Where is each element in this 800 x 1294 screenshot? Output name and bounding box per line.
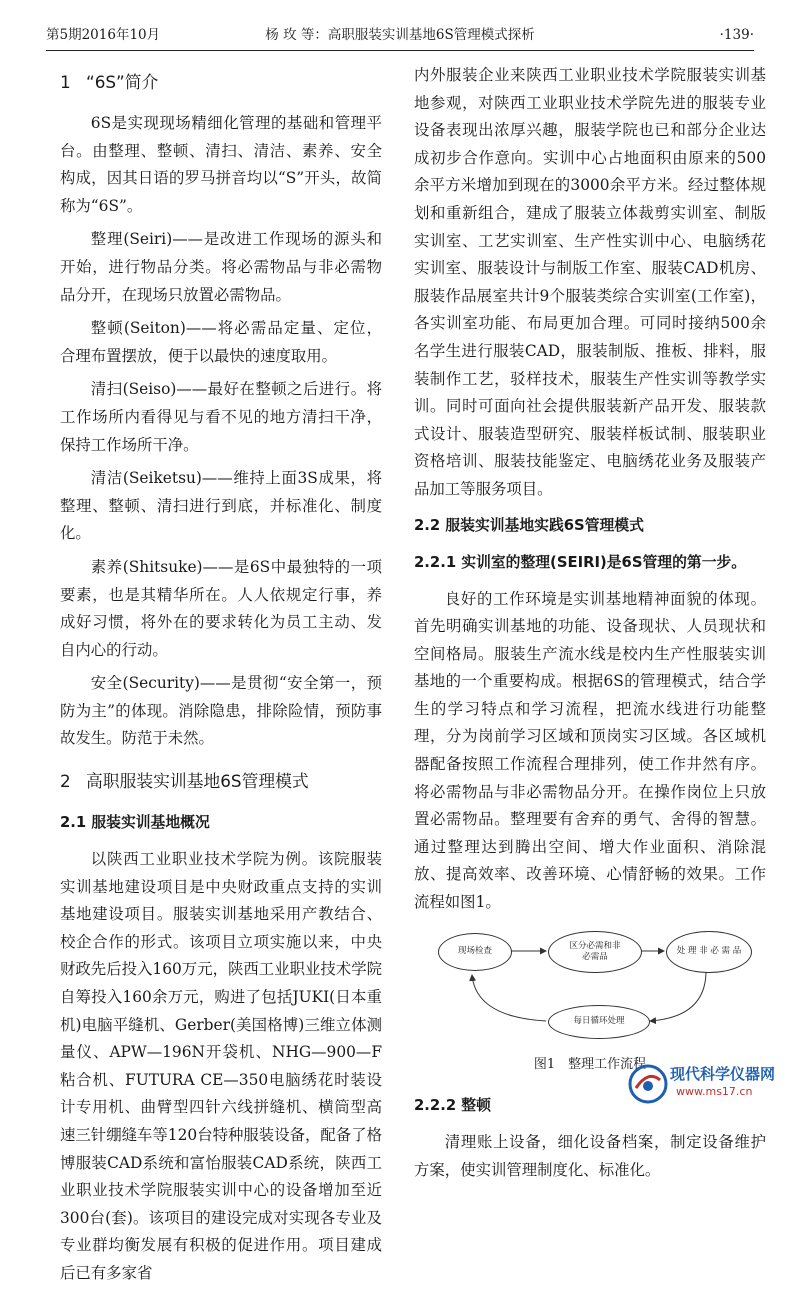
- paragraph-seiso: 清扫(Seiso)——最好在整顿之后进行。将工作场所内看得见与看不见的地方清扫干净，保持工作场所干净。: [60, 380, 382, 454]
- paragraph-seiketsu: 清洁(Seiketsu)——维持上面3S成果，将整理、整顿、清扫进行到底，并标准化、制度化。: [60, 469, 382, 543]
- watermark-logo-icon: [626, 1062, 670, 1106]
- subsection-2-2-1-heading: 2.2.1 实训室的整理(SEIRI)是6S管理的第一步。: [414, 553, 747, 571]
- node-daily-cycle: 每日循环处理: [548, 1005, 650, 1039]
- header-issue: 第5期2016年10月: [46, 27, 161, 43]
- section-1-title: “6S”简介: [86, 72, 159, 92]
- arrow-dispose-to-cycle: [650, 971, 706, 1021]
- section-1-number: 1: [60, 72, 71, 92]
- paragraph-seiton-practice: 清理账上设备，细化设备档案，制定设备维护方案，使实训管理制度化、标准化。: [414, 1133, 766, 1179]
- node-dispose-unneeded: 处 理 非 必 需 品: [666, 931, 752, 973]
- running-header: [46, 22, 754, 48]
- watermark-url: www.ms17.cn: [676, 1085, 753, 1098]
- paragraph-security: 安全(Security)——是贯彻“安全第一，预防为主”的体现。消除隐患，排除险情，预防事故发生。防范于未然。: [60, 674, 382, 748]
- paragraph-seiri-practice: 良好的工作环境是实训基地精神面貌的体现。首先明确实训基地的功能、设备现状、人员现状和空间格局。服装生产流水线是校内生产性服装实训基地的一个重要构成。根据6S的管理模式，结合学生的学习特点和学习流程，把流水线进行功能整理，分为岗前学习区域和顶岗实习区域。各区域机器配备按照工作流程合理排列，使工作井然有序。将必需物品与非必需物品分开。在操作岗位上只放置必需物品。整理要有舍弃的勇气、舍得的智慧。通过整理达到腾出空间、增大作业面积、消除混放、提高效率、改善环境、心情舒畅的效果。工作流程如图1。: [414, 589, 766, 912]
- section-2-title: 高职服装实训基地6S管理模式: [86, 771, 309, 792]
- paragraph-overview-continued: 内外服装企业来陕西工业职业技术学院服装实训基地参观，对陕西工业职业技术学院先进的服装专业设备表现出浓厚兴趣，服装学院也已和部分企业达成初步合作意向。实训中心占地面积由原来的500余平方米增加到现在的3000余平方米。经过整体规划和重新组合，建成了服装立体裁剪实训室、制版实训室、工艺实训室、生产性实训中心、电脑绣花实训室、服装设计与制版工作室、服装CAD机房、服装作品展室共计9个服装类综合实训室(工作室)，各实训室功能、布局更加合理。可同时接纳500余名学生进行服装CAD，服装制版、推板、排料，服装制作工艺，驳样技术，服装生产性实训等教学实训。同时可面向社会提供服装新产品开发、服装款式设计、服装造型研究、服装样板试制、服装职业资格培训、服装技能鉴定、电脑绣花业务及服装产品加工等服务项目。: [414, 66, 766, 498]
- figure-1-caption: 图1 整理工作流程: [533, 1056, 647, 1072]
- section-1-heading: [60, 68, 382, 96]
- right-column: [414, 62, 766, 1190]
- node-sort-items: [548, 931, 642, 973]
- subsection-2-2-2-heading: 2.2.2 整顿: [414, 1097, 491, 1115]
- left-column: [60, 62, 382, 1294]
- section-2-number: 2: [60, 771, 71, 792]
- subsection-2-2-heading: 2.2 服装实训基地实践6S管理模式: [414, 516, 644, 534]
- site-watermark: [626, 1061, 786, 1107]
- paragraph-seiton: 整顿(Seiton)——将必需品定量、定位，合理布置摆放，便于以最快的速度取用。: [60, 319, 382, 365]
- node-site-inspection: 现场检查: [438, 933, 512, 971]
- paragraph-shitsuke: 素养(Shitsuke)——是6S中最独特的一项要素，也是其精华所在。人人依规定行事，养成好习惯，将外在的要求转化为员工主动、发自内心的行动。: [60, 557, 382, 659]
- header-page-number: ·139·: [719, 27, 754, 43]
- subsection-2-1-heading: 2.1 服装实训基地概况: [60, 814, 210, 832]
- section-2-heading: [60, 767, 382, 795]
- header-title: 杨 玫 等：高职服装实训基地6S管理模式探析: [265, 27, 535, 43]
- figure-1-flowchart: [414, 927, 766, 1047]
- watermark-title: 现代科学仪器网: [670, 1065, 776, 1083]
- paragraph-seiri: 整理(Seiri)——是改进工作现场的源头和开始，进行物品分类。将必需物品与非必需物品分开，在现场只放置必需物品。: [60, 230, 382, 304]
- node-sort-items-line1: 区分必需和非: [569, 940, 621, 951]
- arrow-cycle-to-check: [472, 975, 546, 1021]
- header-rule: [46, 50, 754, 51]
- paragraph-intro: 6S是实现现场精细化管理的基础和管理平台。由整理、整顿、清扫、清洁、素养、安全构成，因其日语的罗马拼音均以“S”开头，故简称为“6S”。: [60, 114, 382, 215]
- paragraph-overview: 以陕西工业职业技术学院为例。该院服装实训基地建设项目是中央财政重点支持的实训基地建设项目。服装实训基地采用产教结合、校企合作的形式。该项目立项实施以来，中央财政先后投入160万元，陕西工业职业技术学院自筹投入160余万元，购进了包括JUKI(日本重机)电脑平缝机、Gerber(美国格博)三维立体测量仪、APW—196N开袋机、NHG—900—F粘合机、FUTURA CE—350电脑绣花时装设计专用机、曲臂型四针六线拼缝机、横筒型高速三针绷缝车等120台特种服装设备，配备了格博服装CAD系统和富怡服装CAD系统，陕西工业职业技术学院服装实训中心的设备增加至近300台(套)。该项目的建设完成对实现各专业及专业群均衡发展有积极的促进作用。项目建成后已有多家省: [60, 850, 382, 1282]
- node-sort-items-line2: 必需品: [582, 951, 608, 962]
